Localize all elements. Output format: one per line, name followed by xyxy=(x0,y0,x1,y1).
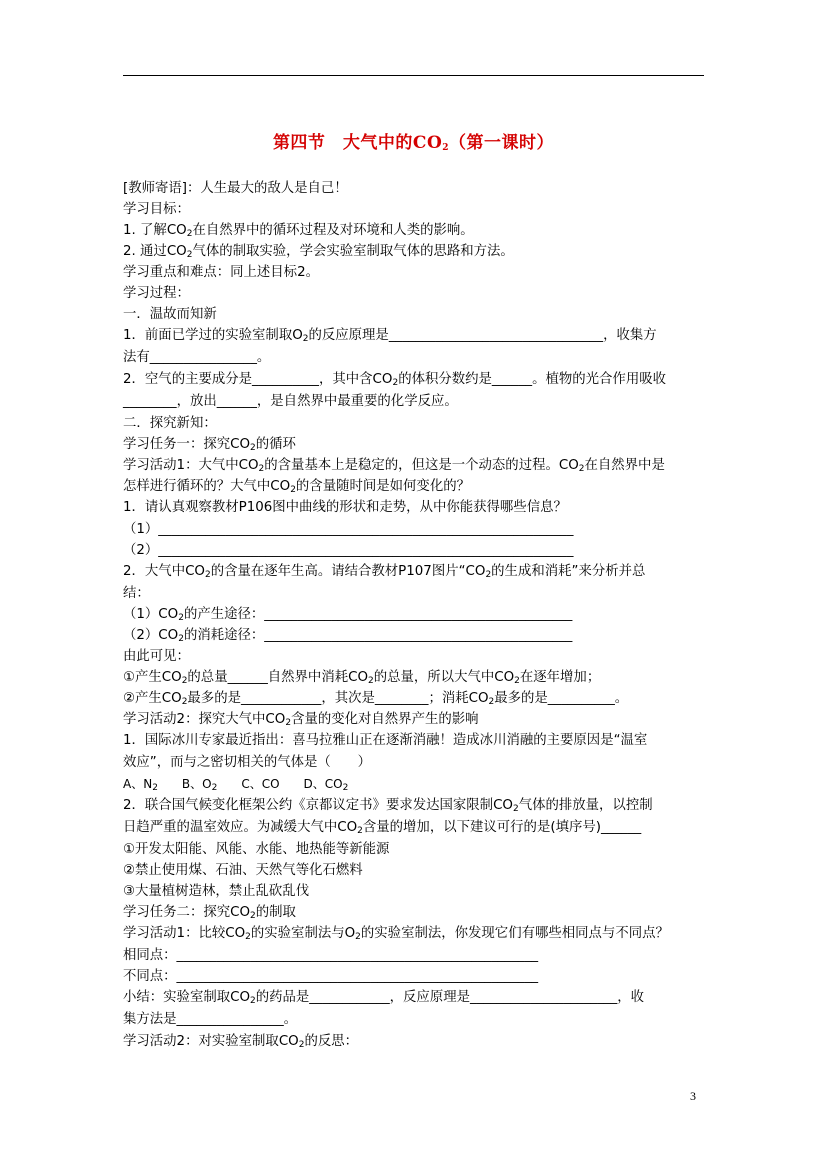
text-segment: 在自然界中的循环过程及对环境和人类的影响。 xyxy=(192,223,474,238)
subscript: 2 xyxy=(204,570,211,580)
subscript: 2 xyxy=(512,804,519,814)
text-segment: ①产生CO xyxy=(123,670,182,685)
text-segment: 的总量，所以大气中CO xyxy=(373,670,515,685)
text-line xyxy=(123,391,713,413)
worksheet-body xyxy=(123,178,713,1052)
text-line xyxy=(123,945,713,966)
text-segment: 学习任务二：探究CO xyxy=(123,905,251,920)
subscript: 2 xyxy=(152,783,158,793)
text-line xyxy=(123,241,713,262)
text-segment: 学习任务一：探究CO xyxy=(123,437,251,452)
subscript: 2 xyxy=(342,783,349,793)
text-segment: 2. 通过CO xyxy=(123,244,187,259)
subscript: 2 xyxy=(355,932,361,942)
text-line xyxy=(123,774,713,795)
text-segment: 的消耗途径：______________________________________________ xyxy=(183,628,573,643)
text-line xyxy=(123,709,713,730)
text-segment: 结： xyxy=(123,586,150,601)
text-line xyxy=(123,369,713,391)
subscript: 2 xyxy=(250,996,256,1006)
text-segment: ①开发太阳能、风能、水能、地热能等新能源 xyxy=(123,842,390,857)
text-segment: 气体的制取实验，学会实验室制取气体的思路和方法。 xyxy=(192,244,514,259)
text-segment: 2．大气中CO xyxy=(123,564,205,579)
text-segment: 学习活动2：对实验室制取CO xyxy=(123,1034,299,1049)
text-segment: B、O xyxy=(157,777,212,791)
text-segment: ②禁止使用煤、石油、天然气等化石燃料 xyxy=(123,863,363,878)
text-segment: 的反应原理是________________________________，收集方 xyxy=(308,328,657,343)
subscript: 2 xyxy=(357,826,363,836)
subscript: 2 xyxy=(186,250,193,260)
subscript: 2 xyxy=(211,783,218,793)
text-segment: 效应”，而与之密切相关的气体是（ ） xyxy=(123,755,371,770)
subscript: 2 xyxy=(392,378,399,388)
text-line xyxy=(123,667,713,688)
subscript: 2 xyxy=(178,613,184,623)
text-segment: 的产生途径：______________________________________________ xyxy=(183,607,573,622)
text-segment: ③大量植树造林，禁止乱砍乱伐 xyxy=(123,884,310,899)
text-segment: 最多的是____________，其次是________；消耗CO xyxy=(187,691,489,706)
text-segment: 含量的变化对自然界产生的影响 xyxy=(291,712,479,727)
subscript: 2 xyxy=(290,485,296,495)
text-segment: 学习目标： xyxy=(123,202,190,217)
text-line xyxy=(123,795,713,817)
section-title: 第四节 大气中的$CO_2$（第一课时） xyxy=(272,133,555,153)
text-line xyxy=(123,262,713,283)
text-segment: 集方法是________________。 xyxy=(123,1012,298,1027)
text-line xyxy=(123,752,713,774)
subscript: 2 xyxy=(245,932,251,942)
text-segment: 的含量基本上是稳定的，但这是一个动态的过程。CO xyxy=(264,458,579,473)
text-segment: 的反思： xyxy=(304,1034,359,1049)
text-segment: 由此可见： xyxy=(123,649,190,664)
text-line xyxy=(123,1031,713,1052)
text-line xyxy=(123,817,713,839)
text-segment: 1．国际冰川专家最近指出：喜马拉雅山正在逐渐消融！造成冰川消融的主要原因是“温室 xyxy=(123,733,648,748)
text-line xyxy=(123,604,713,625)
text-segment: 2．空气的主要成分是__________，其中含CO xyxy=(123,372,393,387)
text-line xyxy=(123,902,713,923)
text-segment: 的实验室制法，你发现它们有哪些相同点与不同点？ xyxy=(360,926,669,941)
text-segment: 1．前面已学过的实验室制取O xyxy=(123,328,303,343)
text-line xyxy=(123,966,713,987)
subscript: 2 xyxy=(298,1040,305,1050)
text-line xyxy=(123,583,713,604)
text-segment: 的循环 xyxy=(255,437,296,452)
subscript: 2 xyxy=(578,464,585,474)
text-segment: A、N xyxy=(123,777,153,791)
text-segment: 最多的是__________。 xyxy=(494,691,629,706)
page-number: 3 xyxy=(690,1089,696,1103)
subscript: 2 xyxy=(488,697,495,707)
text-segment: [教师寄语]：人生最大的敌人是自己！ xyxy=(123,181,348,196)
text-line xyxy=(123,199,713,220)
text-line xyxy=(123,860,713,881)
text-segment: （2）CO xyxy=(123,628,179,643)
subscript: 2 xyxy=(181,697,188,707)
text-segment: 气体的排放量，以控制 xyxy=(518,798,653,813)
text-segment: 在自然界中是 xyxy=(584,458,665,473)
text-segment: 日趋严重的温室效应。为减缓大气中CO xyxy=(123,820,358,835)
text-line xyxy=(123,839,713,860)
text-segment: 相同点：______________________________________________________ xyxy=(123,948,539,963)
text-line xyxy=(123,688,713,709)
text-segment: 二．探究新知： xyxy=(123,416,217,431)
text-segment: ②产生CO xyxy=(123,691,182,706)
text-line xyxy=(123,987,713,1009)
text-line xyxy=(123,923,713,945)
text-line xyxy=(123,540,713,561)
subscript: 2 xyxy=(302,334,309,344)
text-line xyxy=(123,497,713,519)
text-line xyxy=(123,476,713,497)
subscript: 2 xyxy=(181,676,188,686)
text-segment: 含量的增加，以下建议可行的是(填序号)______ xyxy=(362,820,642,835)
text-segment: 的含量在逐年生高。请结合教材P107图片“CO xyxy=(210,564,486,579)
subscript: 2 xyxy=(178,634,184,644)
text-segment: 一．温故而知新 xyxy=(123,307,217,322)
text-line xyxy=(123,413,713,434)
text-line xyxy=(123,881,713,902)
text-segment: （2）______________________________________________________________ xyxy=(123,543,574,558)
text-line xyxy=(123,220,713,241)
text-segment: 学习活动1：大气中CO xyxy=(123,458,259,473)
text-segment: 的实验室制法与O xyxy=(250,926,356,941)
text-segment: 学习重点和难点：同上述目标2。 xyxy=(123,265,319,280)
text-segment: 的总量______自然界中消耗CO xyxy=(187,670,368,685)
text-line xyxy=(123,178,713,199)
subscript: 2 xyxy=(514,676,520,686)
text-segment: 2．联合国气候变化框架公约《京都议定书》要求发达国家限制CO xyxy=(123,798,513,813)
subscript: 2 xyxy=(368,676,374,686)
subscript: 2 xyxy=(250,443,256,453)
text-line xyxy=(123,561,713,583)
text-segment: C、CO D、CO xyxy=(217,777,343,791)
text-segment: （1）______________________________________________________________ xyxy=(123,522,574,537)
subscript: 2 xyxy=(250,911,256,921)
text-segment: ________，放出______，是自然界中最重要的化学反应。 xyxy=(123,394,458,409)
subscript: 2 xyxy=(258,464,265,474)
text-segment: 的含量随时间是如何变化的？ xyxy=(295,479,470,494)
text-segment: 怎样进行循环的？大气中CO xyxy=(123,479,291,494)
text-line xyxy=(123,455,713,476)
text-line xyxy=(123,304,713,325)
text-segment: 小结：实验室制取CO xyxy=(123,990,251,1005)
text-segment: 的药品是____________，反应原理是______________________，收 xyxy=(255,990,645,1005)
text-line xyxy=(123,730,713,752)
text-segment: 学习活动1：比较CO xyxy=(123,926,246,941)
header-rule xyxy=(123,75,704,76)
text-segment: 的制取 xyxy=(255,905,296,920)
text-line xyxy=(123,625,713,646)
text-segment: 法有________________。 xyxy=(123,350,271,365)
text-line xyxy=(123,325,713,347)
text-line xyxy=(123,1009,713,1031)
text-line xyxy=(123,434,713,455)
text-segment: 的生成和消耗”来分析并总 xyxy=(491,564,646,579)
subscript: 2 xyxy=(186,229,193,239)
text-segment: 的体积分数约是______。植物的光合作用吸收 xyxy=(398,372,666,387)
subscript: 2 xyxy=(485,570,492,580)
text-segment: 1. 了解CO xyxy=(123,223,187,238)
text-segment: 学习活动2：探究大气中CO xyxy=(123,712,286,727)
text-line xyxy=(123,519,713,540)
text-line xyxy=(123,347,713,369)
text-segment: 1．请认真观察教材P106图中曲线的形状和走势，从中你能获得哪些信息？ xyxy=(123,500,567,515)
text-segment: （1）CO xyxy=(123,607,179,622)
text-line xyxy=(123,283,713,304)
subscript: 2 xyxy=(285,718,292,728)
text-segment: 在逐年增加； xyxy=(519,670,601,685)
text-segment: 不同点：______________________________________________________ xyxy=(123,969,539,984)
text-segment: 学习过程： xyxy=(123,286,190,301)
text-line xyxy=(123,646,713,667)
